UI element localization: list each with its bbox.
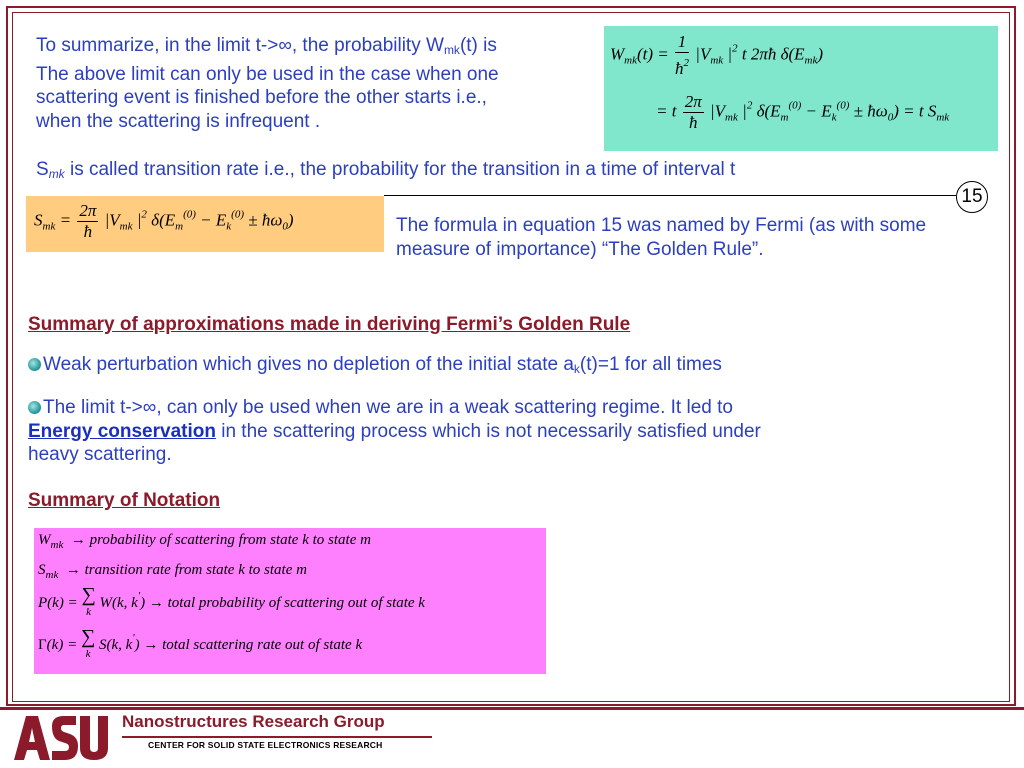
notation-l3: total probability of scattering out of state k bbox=[167, 594, 425, 611]
transition-sub: mk bbox=[48, 167, 65, 181]
bullet-icon bbox=[28, 358, 41, 371]
notation-l2: transition rate from state k to state m bbox=[84, 562, 307, 578]
transition-text: is called transition rate i.e., the probability for the transition in a time of interval t bbox=[64, 159, 736, 180]
notation-line-pk: P(k) = ∑ k W(k, k') → total probability of scattering out of state k bbox=[38, 584, 425, 618]
bullet2-text-c: heavy scattering. bbox=[28, 444, 172, 465]
intro-line1-a: To summarize, in the limit t->∞, the probability W bbox=[36, 35, 444, 56]
bullet2-text-b: in the scattering process which is not necessarily satisfied under bbox=[215, 420, 761, 442]
equation-number: 15 bbox=[956, 181, 988, 213]
approximations-heading: Summary of approximations made in deriving Fermi’s Golden Rule bbox=[28, 314, 631, 335]
group-name: Nanostructures Research Group bbox=[122, 712, 385, 731]
notation-heading: Summary of Notation bbox=[28, 490, 221, 511]
equation-wmk: $W_{mk}(t)$ = $\frac{1}{ħ^2}$ $|V_{mk}$ $|^2$ t 2πħ $\delta(E_{mk})$ = t $\frac{2\pi}{ħ}$ $|V_{mk}$ $|^2$ $\delta(E_m^{(0)} - E_k^{(0)}$ ± $ħ\omega_0) = t$ $S_{mk}$ bbox=[604, 26, 998, 151]
bullet1-text-b: (t)=1 for all times bbox=[579, 354, 722, 375]
bullet1-sub: k bbox=[573, 362, 580, 376]
transition-s: S bbox=[36, 159, 49, 180]
transition-rate-line bbox=[36, 158, 936, 187]
center-name: CENTER FOR SOLID STATE ELECTRONICS RESEARCH bbox=[148, 740, 383, 750]
equation-rule bbox=[384, 195, 956, 196]
footer-bar bbox=[0, 707, 1024, 710]
notation-l1: probability of scattering from state k to state m bbox=[89, 532, 371, 548]
notation-line-wmk: $W_{mk}$ → probability of scattering from state k to state m bbox=[38, 532, 371, 551]
notation-line-smk: $S_{mk}$ → transition rate from state k to state m bbox=[38, 562, 307, 581]
notation-box bbox=[34, 528, 546, 674]
intro-line2: The above limit can only be used in the case when one bbox=[36, 63, 499, 85]
bullet2-text-a: The limit t->∞, can only be used when we are in a weak scattering regime. It led to bbox=[43, 397, 733, 418]
intro-line3: scattering event is finished before the other starts i.e., bbox=[36, 87, 487, 108]
footer-rule bbox=[122, 736, 432, 738]
bullet-weak-perturbation bbox=[28, 353, 928, 382]
intro-line1-sub: mk bbox=[443, 43, 460, 57]
intro-paragraph bbox=[36, 34, 596, 133]
energy-conservation-link[interactable]: Energy conservation bbox=[28, 420, 216, 442]
notation-line-gamma: Γ(k) = ∑ k S(k, k') → total scattering rate out of state k bbox=[38, 626, 363, 660]
bullet-limit bbox=[28, 396, 928, 467]
intro-line1-b: (t) is bbox=[459, 35, 497, 56]
asu-logo bbox=[12, 712, 110, 762]
equation-smk: $S_{mk}$ = $\frac{2\pi}{ħ}$ $|V_{mk}$ $|^2$ $\delta(E_m^{(0)} - E_k^{(0)}$ ± $ħ\omega_0$) bbox=[26, 196, 384, 252]
golden-rule-text: The formula in equation 15 was named by Fermi (as with some measure of importance) “The Golden Rule”. bbox=[396, 215, 927, 260]
notation-l4: total scattering rate out of state k bbox=[162, 636, 363, 653]
bullet1-text-a: Weak perturbation which gives no depletion of the initial state a bbox=[43, 354, 574, 375]
bullet-icon bbox=[28, 401, 41, 414]
intro-line4: when the scattering is infrequent . bbox=[36, 110, 321, 132]
